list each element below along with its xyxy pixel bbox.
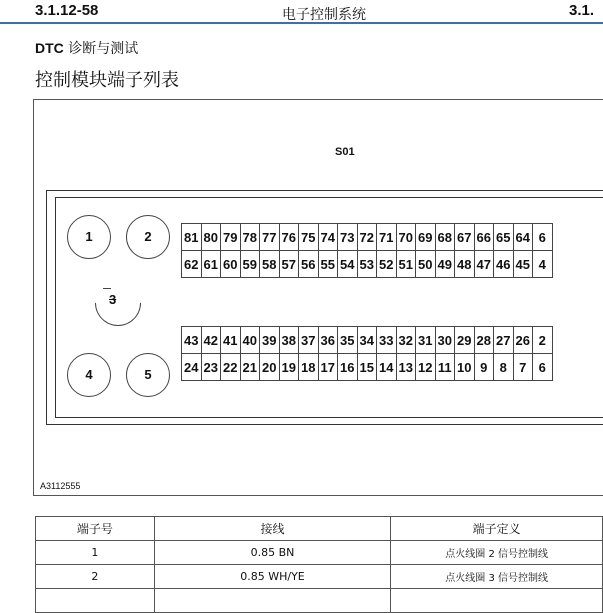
pin-cell: 69 [416,224,436,251]
pin-cell: 79 [221,224,241,251]
table-header-row [36,517,603,541]
round-pin-3-number: 3 [109,292,117,307]
pin-cell: 40 [240,327,260,354]
pin-row [182,224,553,251]
pin-row [182,327,553,354]
pin-cell: 33 [377,327,397,354]
pin-cell: 62 [182,251,202,278]
pin-cell: 65 [494,224,514,251]
terminal-definition: 点火线圈 3 信号控制线 [391,565,603,589]
page-number-right: 3.1. [569,2,595,19]
round-pin-3 [95,280,141,326]
pin-cell: 30 [435,327,455,354]
pin-cell: 35 [338,327,358,354]
pin-row [182,354,553,381]
table-row [36,541,603,565]
page-number: 3.1.12-58 [35,2,99,19]
pin-cell: 74 [318,224,338,251]
pin-cell: 29 [455,327,475,354]
pin-cell: 23 [201,354,221,381]
pin-cell: 9 [474,354,494,381]
pin-block-lower [181,326,553,381]
wire-spec: 0.85 WH/YE [154,565,391,589]
section-text: 诊断与测试 [68,41,139,57]
pin-cell: 50 [416,251,436,278]
pin-cell: 53 [357,251,377,278]
terminal-definition: 点火线圈 2 信号控制线 [391,541,603,565]
pin-cell: 75 [299,224,319,251]
wire-spec: 0.85 BN [154,541,391,565]
pin-cell: 46 [494,251,514,278]
section-prefix: DTC [35,40,64,56]
pin-cell: 32 [396,327,416,354]
pin-cell: 68 [435,224,455,251]
pin-cell: 8 [494,354,514,381]
pin-cell: 7 [513,354,533,381]
pin-cell: 81 [182,224,202,251]
pin-cell: 78 [240,224,260,251]
pin-cell: 71 [377,224,397,251]
round-pin-3-mark [103,288,111,289]
pin-cell: 73 [338,224,358,251]
pin-cell: 10 [455,354,475,381]
pin-cell: 60 [221,251,241,278]
pin-cell: 51 [396,251,416,278]
pin-cell: 70 [396,224,416,251]
page-title: 控制模块端子列表 [35,70,179,91]
round-pin-4: 4 [67,353,111,397]
pin-cell: 31 [416,327,436,354]
col-wire: 接线 [154,517,391,541]
pin-cell: 59 [240,251,260,278]
round-pin-5: 5 [126,353,170,397]
table-row [36,565,603,589]
pin-cell: 77 [260,224,280,251]
chapter-title: 电子控制系统 [282,7,366,23]
pin-cell: 6 [533,354,553,381]
pin-block-upper [181,223,553,278]
pin-cell: 2 [533,327,553,354]
pin-cell: 36 [318,327,338,354]
connector-label: S01 [335,146,355,158]
pin-cell: 76 [279,224,299,251]
terminal-number: 2 [36,565,155,589]
pin-cell: 57 [279,251,299,278]
pin-cell: 21 [240,354,260,381]
pin-cell: 38 [279,327,299,354]
pin-cell: 72 [357,224,377,251]
pin-cell: 39 [260,327,280,354]
pin-cell: 58 [260,251,280,278]
pin-cell: 12 [416,354,436,381]
col-terminal: 端子号 [36,517,155,541]
pin-cell: 37 [299,327,319,354]
pin-cell: 42 [201,327,221,354]
pin-row [182,251,553,278]
pin-cell: 11 [435,354,455,381]
pin-cell: 45 [513,251,533,278]
pin-cell: 16 [338,354,358,381]
pin-cell: 67 [455,224,475,251]
terminal-number: 1 [36,541,155,565]
pin-cell: 4 [533,251,553,278]
pin-cell: 41 [221,327,241,354]
pin-cell: 18 [299,354,319,381]
round-pin-3-arc [85,270,150,335]
pin-cell: 48 [455,251,475,278]
pin-cell: 43 [182,327,202,354]
round-pin-2: 2 [126,215,170,259]
section-heading [35,38,138,58]
pin-cell: 28 [474,327,494,354]
pin-cell: 54 [338,251,358,278]
pin-cell: 13 [396,354,416,381]
pin-cell: 61 [201,251,221,278]
pin-cell: 19 [279,354,299,381]
pin-cell: 15 [357,354,377,381]
pin-cell: 14 [377,354,397,381]
pin-cell: 49 [435,251,455,278]
pin-cell: 56 [299,251,319,278]
pin-cell: 17 [318,354,338,381]
page-header [0,0,603,24]
pin-cell: 55 [318,251,338,278]
pin-cell: 24 [182,354,202,381]
pin-cell: 47 [474,251,494,278]
pin-cell: 64 [513,224,533,251]
pin-cell: 52 [377,251,397,278]
pin-cell: 26 [513,327,533,354]
pin-cell: 22 [221,354,241,381]
pin-cell: 27 [494,327,514,354]
pin-cell: 80 [201,224,221,251]
col-definition: 端子定义 [391,517,603,541]
pin-cell: 6 [533,224,553,251]
figure-code: A3112555 [40,481,81,491]
pin-cell: 34 [357,327,377,354]
pin-cell: 20 [260,354,280,381]
pin-cell: 66 [474,224,494,251]
terminal-table [35,516,603,613]
round-pin-1: 1 [67,215,111,259]
table-row [36,589,603,613]
